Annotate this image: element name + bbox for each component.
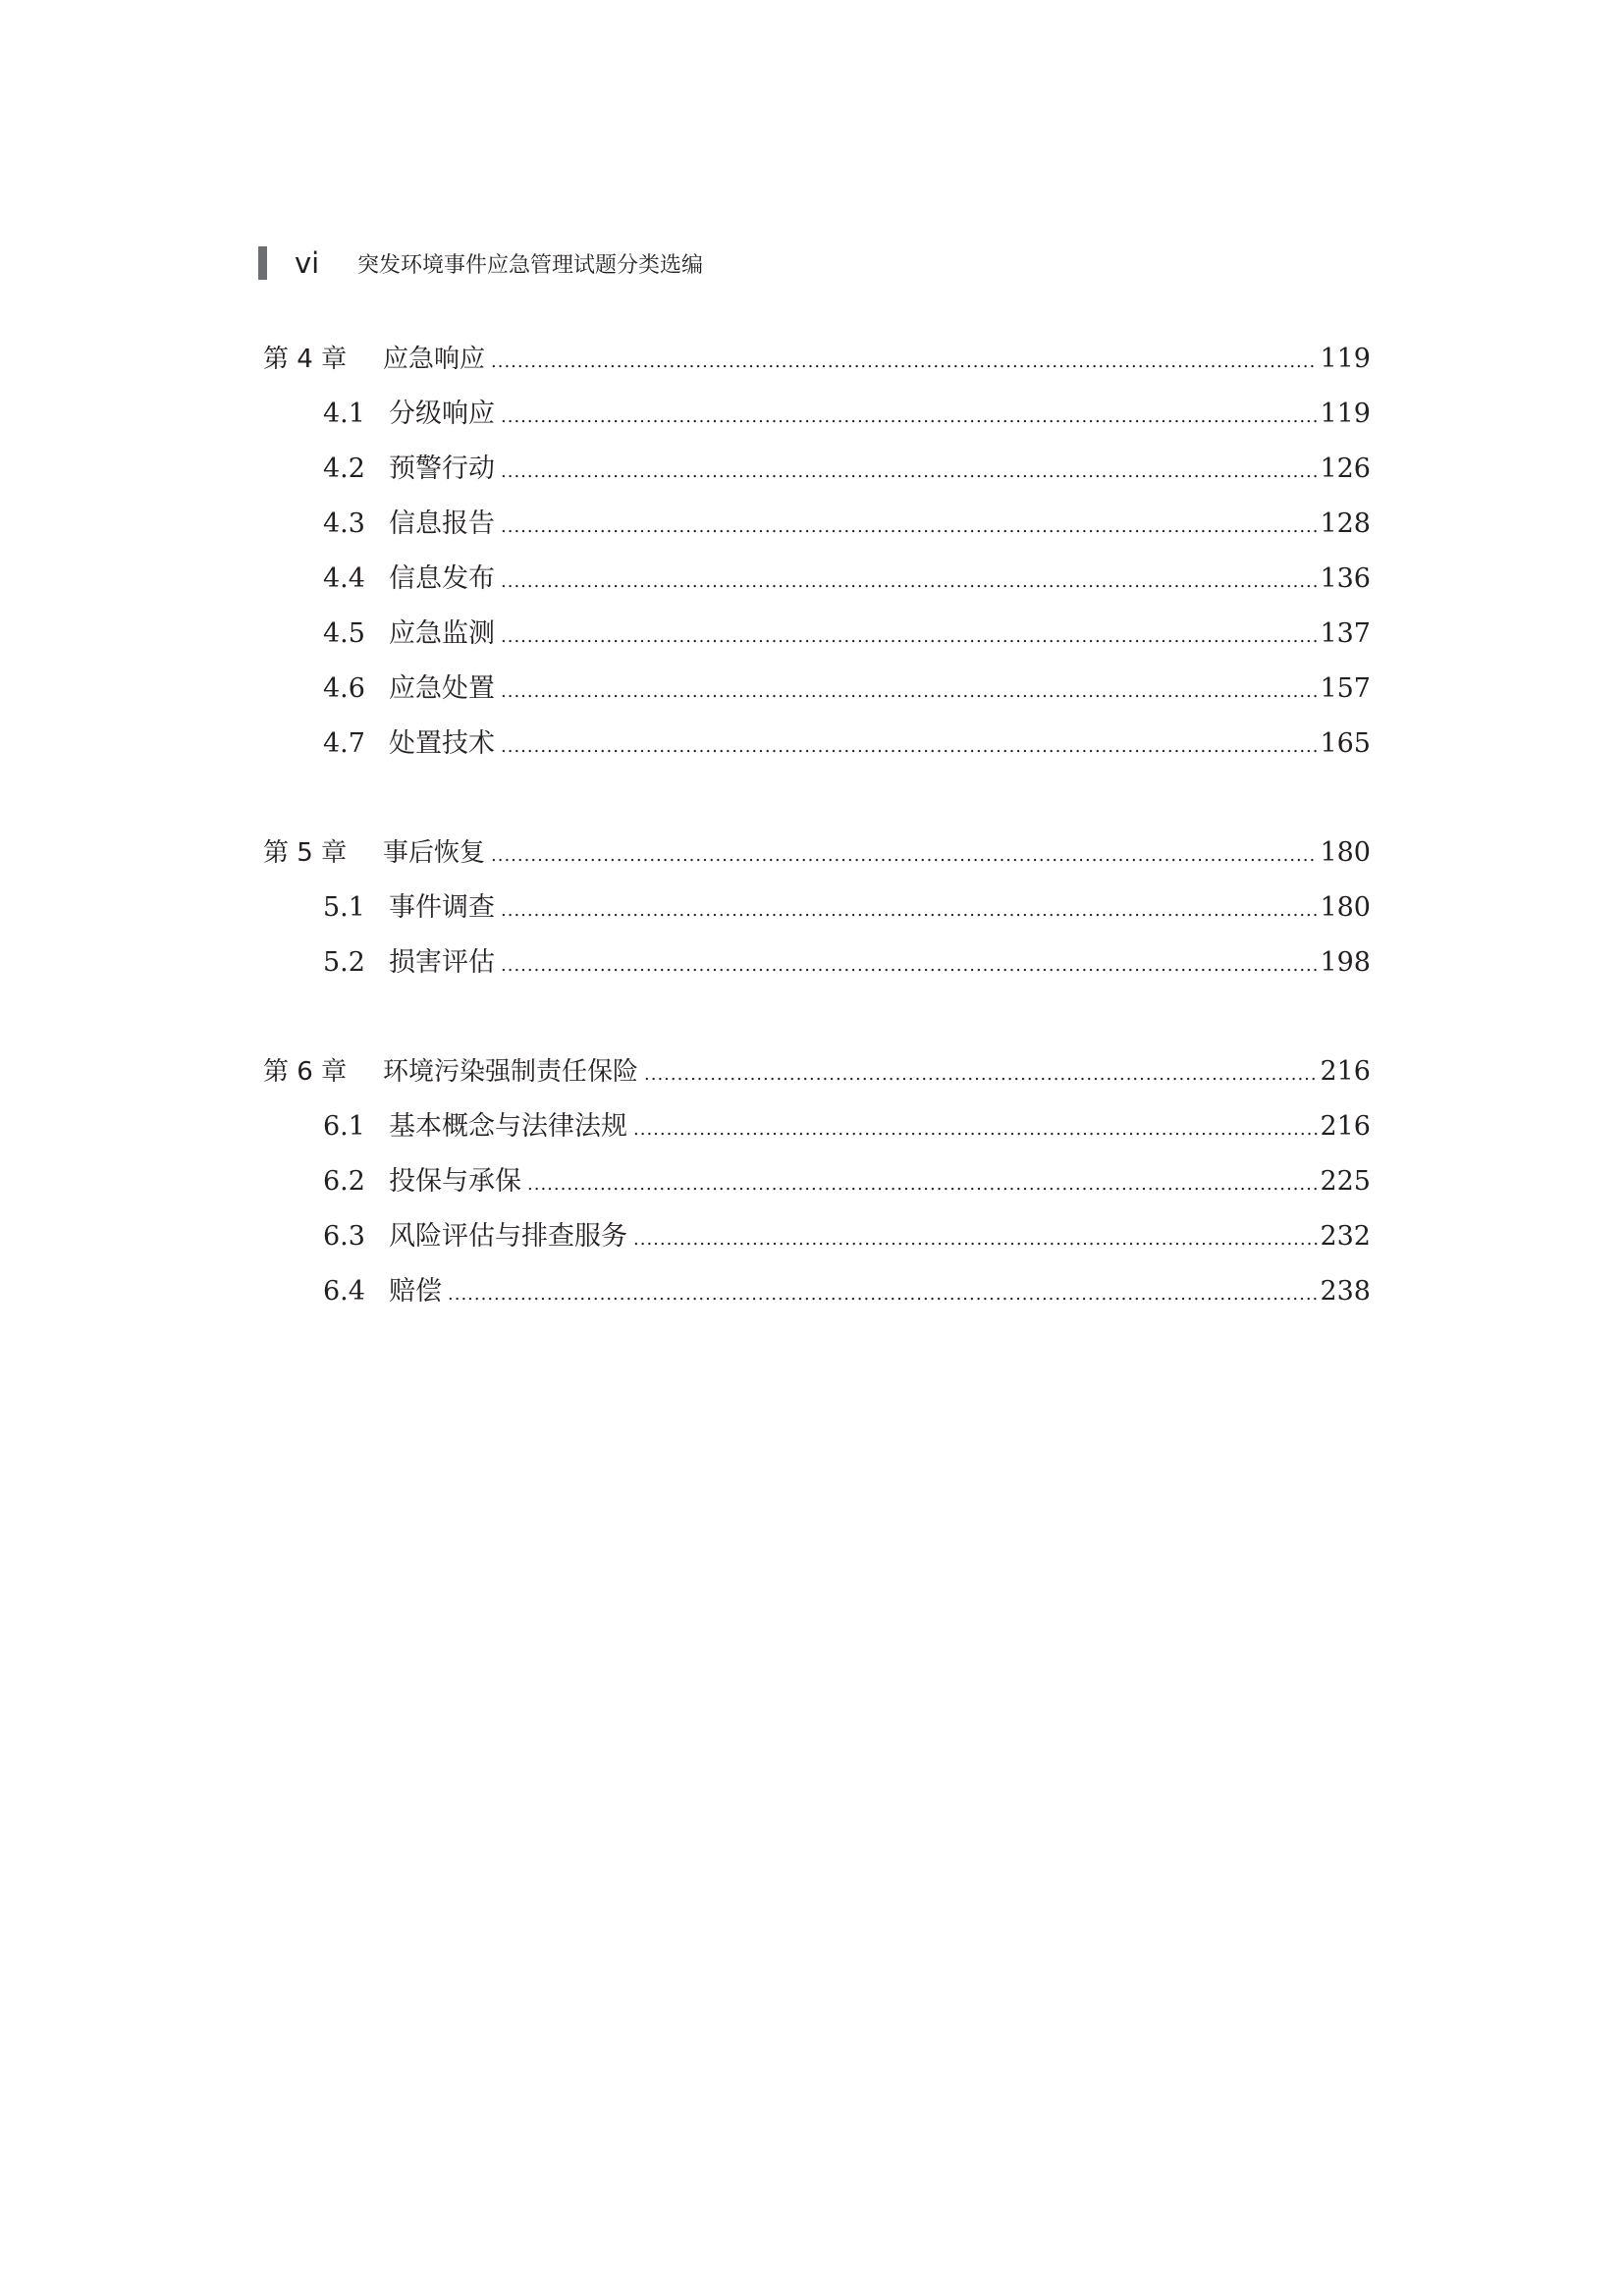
toc-chapter-number: 第 5 章 <box>263 838 348 868</box>
toc-dot-leader <box>501 390 1318 445</box>
header-bar-ornament <box>258 246 267 280</box>
toc-chapter-page: 180 <box>1320 837 1371 868</box>
toc-section-entry[interactable] <box>263 607 1371 662</box>
toc-dot-leader <box>501 720 1318 774</box>
toc-section-page: 216 <box>1320 1111 1371 1142</box>
toc-section-title: 损害评估 <box>389 947 495 978</box>
toc-section-entry[interactable] <box>263 935 1371 990</box>
toc-dot-leader <box>501 445 1318 500</box>
toc-section-page: 225 <box>1320 1166 1371 1197</box>
toc-dot-leader <box>501 883 1318 938</box>
toc-section-page: 198 <box>1320 947 1371 978</box>
toc-chapter <box>263 332 1371 772</box>
toc-chapter-entry[interactable] <box>263 826 1371 881</box>
toc-section-entry[interactable] <box>263 497 1371 552</box>
toc-section-entry[interactable] <box>263 881 1371 935</box>
toc-section-entry[interactable] <box>263 1264 1371 1319</box>
toc-section-page: 157 <box>1320 673 1371 704</box>
toc-section-number: 6.1 <box>323 1111 365 1142</box>
toc-section-title: 预警行动 <box>389 454 495 484</box>
toc-section-title: 事件调查 <box>389 892 495 923</box>
toc-dot-leader <box>491 335 1318 390</box>
toc-chapter-page: 216 <box>1320 1056 1371 1087</box>
toc-chapter-title: 环境污染强制责任保险 <box>383 1057 639 1087</box>
toc-section-number: 6.2 <box>323 1166 365 1197</box>
toc-section-page: 128 <box>1320 508 1371 539</box>
toc-section-number: 4.7 <box>323 728 365 759</box>
running-header <box>258 245 703 281</box>
toc-section-number: 6.3 <box>323 1221 365 1252</box>
toc-section-number: 4.5 <box>323 618 365 649</box>
toc-section-number: 4.4 <box>323 563 365 594</box>
toc-section-number: 4.3 <box>323 508 365 539</box>
toc-dot-leader <box>448 1267 1318 1322</box>
header-page-number: vi <box>295 246 320 280</box>
toc-dot-leader <box>633 1212 1318 1267</box>
toc-section-number: 4.6 <box>323 673 365 704</box>
toc-section-title: 基本概念与法律法规 <box>389 1111 627 1142</box>
toc-chapter-title: 事后恢复 <box>383 838 486 868</box>
toc-section-title: 赔偿 <box>389 1276 442 1307</box>
toc-section-title: 处置技术 <box>389 728 495 759</box>
toc-section-entry[interactable] <box>263 1209 1371 1264</box>
toc-section-title: 信息发布 <box>389 563 495 594</box>
toc-section-number: 4.2 <box>323 454 365 484</box>
toc-section-page: 165 <box>1320 728 1371 759</box>
toc-chapter-number: 第 4 章 <box>263 345 348 374</box>
toc-chapter-entry[interactable] <box>263 1044 1371 1099</box>
toc-chapter-page: 119 <box>1320 344 1371 374</box>
toc-dot-leader <box>501 938 1318 993</box>
toc-section-entry[interactable] <box>263 1099 1371 1154</box>
toc-section-title: 信息报告 <box>389 508 495 539</box>
toc-section-page: 180 <box>1320 892 1371 923</box>
toc-dot-leader <box>491 828 1318 883</box>
toc-section-entry[interactable] <box>263 442 1371 497</box>
toc-chapter <box>263 1044 1371 1319</box>
toc-section-entry[interactable] <box>263 717 1371 772</box>
header-book-title: 突发环境事件应急管理试题分类选编 <box>357 252 704 278</box>
toc-section-title: 应急监测 <box>389 618 495 649</box>
toc-chapter-number: 第 6 章 <box>263 1057 348 1087</box>
toc-section-entry[interactable] <box>263 1154 1371 1209</box>
toc-section-title: 投保与承保 <box>389 1166 521 1197</box>
toc-dot-leader <box>633 1102 1318 1157</box>
toc-section-entry[interactable] <box>263 387 1371 442</box>
toc-section-title: 风险评估与排查服务 <box>389 1221 627 1252</box>
toc-section-title: 分级响应 <box>389 399 495 429</box>
toc-dot-leader <box>501 665 1318 720</box>
toc-section-entry[interactable] <box>263 552 1371 607</box>
toc-section-number: 5.1 <box>323 892 365 923</box>
toc-section-title: 应急处置 <box>389 673 495 704</box>
toc-section-number: 5.2 <box>323 947 365 978</box>
toc-dot-leader <box>501 610 1318 665</box>
toc-section-page: 119 <box>1320 399 1371 429</box>
toc-section-entry[interactable] <box>263 662 1371 717</box>
toc-dot-leader <box>501 500 1318 555</box>
toc-chapter-title: 应急响应 <box>383 345 486 374</box>
toc-section-page: 238 <box>1320 1276 1371 1307</box>
toc-chapter-entry[interactable] <box>263 332 1371 387</box>
toc-section-page: 136 <box>1320 563 1371 594</box>
toc-section-page: 137 <box>1320 618 1371 649</box>
toc-section-number: 6.4 <box>323 1276 365 1307</box>
toc-section-number: 4.1 <box>323 399 365 429</box>
toc-dot-leader <box>527 1157 1318 1212</box>
toc-section-page: 232 <box>1320 1221 1371 1252</box>
table-of-contents <box>263 332 1371 1373</box>
toc-dot-leader <box>644 1047 1318 1102</box>
toc-dot-leader <box>501 555 1318 610</box>
toc-section-page: 126 <box>1320 454 1371 484</box>
toc-chapter <box>263 826 1371 990</box>
